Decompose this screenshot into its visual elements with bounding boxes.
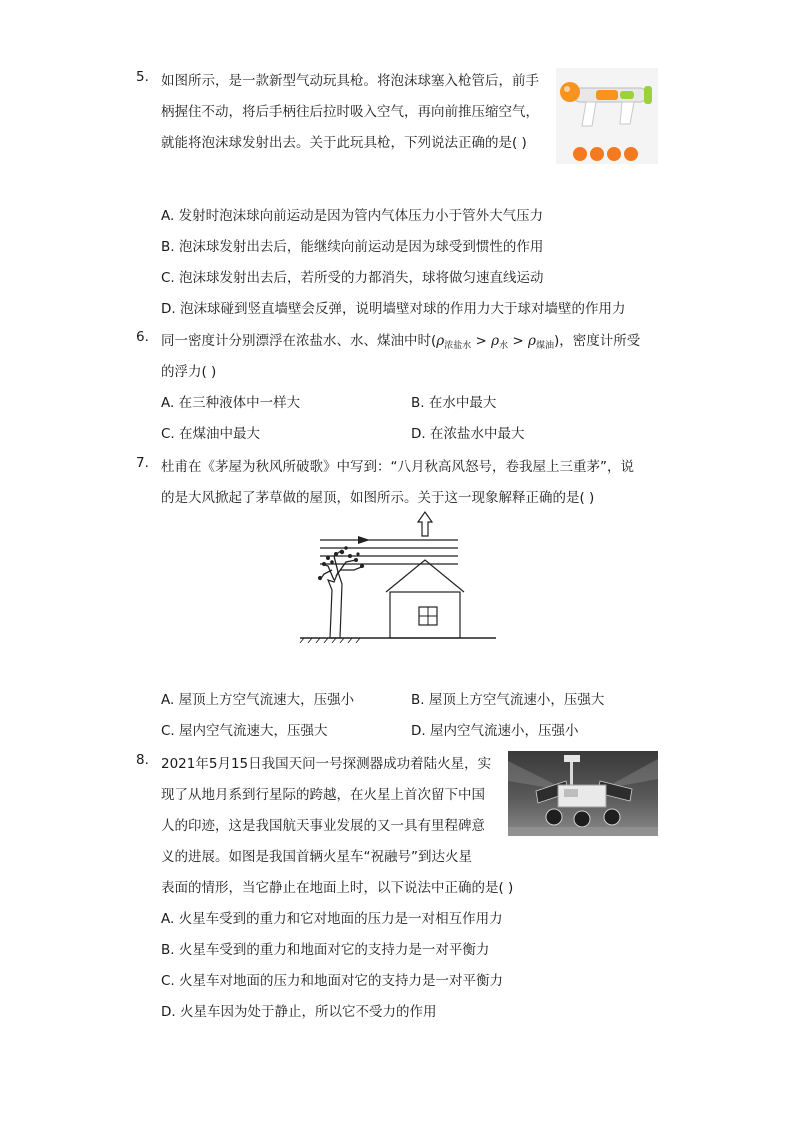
greater-than: > [508, 333, 528, 349]
question-number: 6. [136, 329, 149, 345]
question-text-line: 表面的情形，当它静止在地面上时，以下说法中正确的是( ) [161, 880, 514, 896]
question-text-line: 如图所示，是一款新型气动玩具枪。将泡沫球塞入枪管后，前手 [161, 73, 539, 89]
option-d: D. 火星车因为处于静止，所以它不受力的作用 [161, 1004, 437, 1020]
question-text-line: 人的印迹，这是我国航天事业发展的又一具有里程碑意 [161, 818, 485, 834]
option-d: D. 在浓盐水中最大 [411, 426, 525, 442]
option-a: A. 火星车受到的重力和它对地面的压力是一对相互作用力 [161, 911, 503, 927]
option-a: A. 屋顶上方空气流速大，压强小 [161, 692, 355, 708]
option-c: C. 在煤油中最大 [161, 426, 261, 442]
question-text-line: 杜甫在《茅屋为秋风所破歌》中写到：“八月秋高风怒号，卷我屋上三重茅”，说 [161, 459, 634, 475]
option-d: D. 泡沫球碰到竖直墙壁会反弹，说明墙壁对球的作用力大于球对墙壁的作用力 [161, 301, 626, 317]
question-number: 8. [136, 752, 149, 768]
rho-symbol: ρ [436, 333, 445, 349]
option-b: B. 屋顶上方空气流速小，压强大 [411, 692, 605, 708]
option-b: B. 火星车受到的重力和地面对它的支持力是一对平衡力 [161, 942, 490, 958]
question-text-line [161, 329, 640, 349]
option-b: B. 在水中最大 [411, 395, 497, 411]
option-a: A. 发射时泡沫球向前运动是因为管内气体压力小于管外大气压力 [161, 208, 544, 224]
house-wind-diagram [298, 510, 498, 646]
question-number: 7. [136, 455, 149, 471]
toy-gun-image [556, 68, 658, 164]
question-text-line: 的是大风掀起了茅草做的屋顶，如图所示。关于这一现象解释正确的是( ) [161, 490, 595, 506]
subscript: 浓盐水 [444, 341, 472, 351]
subscript: 煤油 [535, 341, 554, 351]
option-d: D. 屋内空气流速小，压强小 [411, 723, 579, 739]
subscript: 水 [499, 341, 509, 351]
question-text-line: 的浮力( ) [161, 364, 217, 380]
option-c: C. 火星车对地面的压力和地面对它的支持力是一对平衡力 [161, 973, 504, 989]
rho-symbol: ρ [528, 333, 536, 349]
question-text-line: 柄握住不动，将后手柄往后拉时吸入空气，再向前推压缩空气， [161, 104, 539, 120]
rho-symbol: ρ [491, 333, 500, 349]
question-number: 5. [136, 69, 149, 85]
text-segment: )，密度计所受 [553, 333, 641, 349]
question-text-line: 就能将泡沫球发射出去。关于此玩具枪，下列说法正确的是( ) [161, 135, 527, 151]
question-text-line: 2021年5月15日我国天问一号探测器成功着陆火星，实 [161, 756, 492, 772]
mars-rover-image [508, 751, 658, 836]
question-text-line: 现了从地月系到行星际的跨越，在火星上首次留下中国 [161, 787, 485, 803]
greater-than: > [471, 333, 492, 349]
question-text-line: 义的进展。如图是我国首辆火星车“祝融号”到达火星 [161, 849, 472, 865]
option-c: C. 泡沫球发射出去后，若所受的力都消失，球将做匀速直线运动 [161, 270, 544, 286]
option-b: B. 泡沫球发射出去后，能继续向前运动是因为球受到惯性的作用 [161, 239, 544, 255]
text-segment: 同一密度计分别漂浮在浓盐水、水、煤油中时( [161, 333, 437, 349]
option-c: C. 屋内空气流速大，压强大 [161, 723, 328, 739]
option-a: A. 在三种液体中一样大 [161, 395, 301, 411]
